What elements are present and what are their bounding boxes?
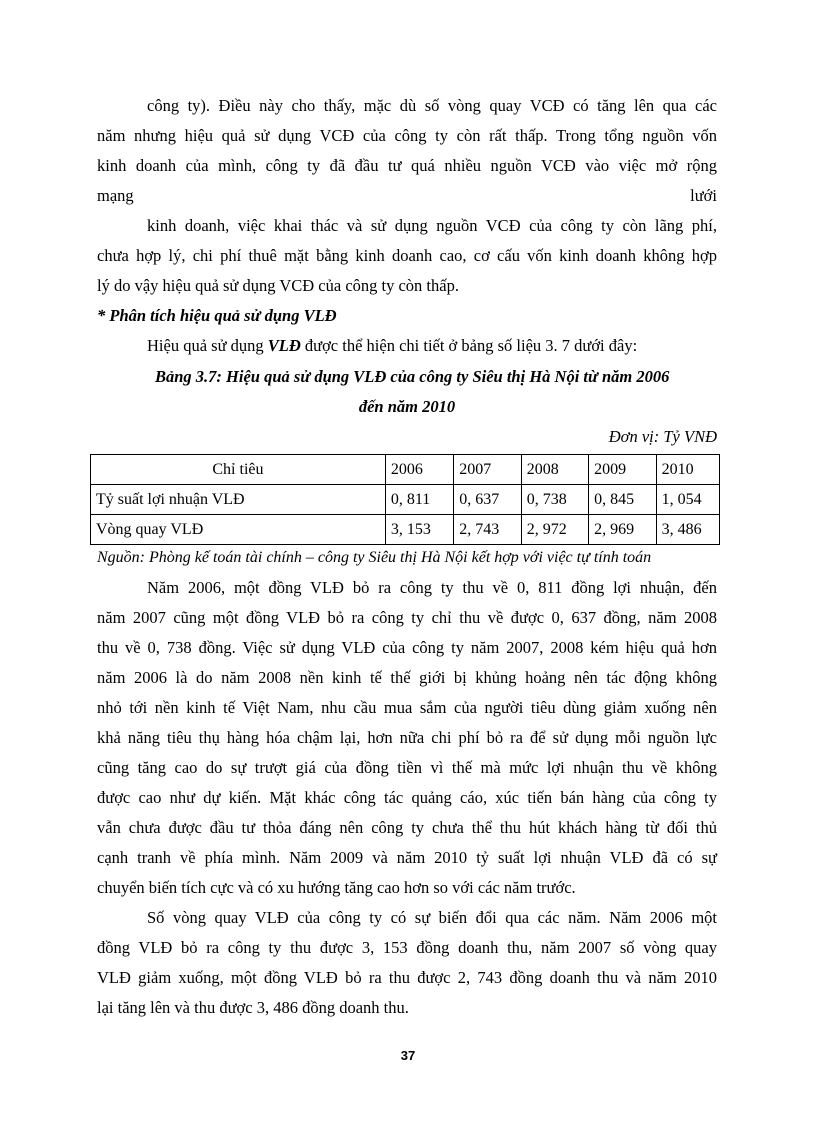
- unit-label: Đơn vị: Tỷ VNĐ: [608, 427, 717, 446]
- table-header-cell: 2010: [656, 455, 719, 485]
- paragraph-line: Năm 2006, một đồng VLĐ bỏ ra công ty thu về 0, 811 đồng lợi nhuận, đến: [147, 578, 717, 597]
- paragraph-line: lại tăng lên và thu được 3, 486 đồng doanh thu.: [97, 998, 409, 1017]
- table-title-line-2: đến năm 2010: [358, 397, 456, 416]
- paragraph-line: vẫn chưa được đầu tư thỏa đáng nên công ty chưa thể thu hút khách hàng từ đối thủ: [97, 818, 717, 837]
- table-source: Nguồn: Phòng kế toán tài chính – công ty Siêu thị Hà Nội kết hợp với việc tự tính toán: [97, 549, 652, 566]
- paragraph-line: VLĐ giảm xuống, một đồng VLĐ bỏ ra thu được 2, 743 đồng doanh thu và năm 2010: [97, 968, 717, 987]
- table-cell: 2, 972: [521, 515, 588, 545]
- data-table: [90, 454, 720, 545]
- paragraph-line: đồng VLĐ bỏ ra công ty thu được 3, 153 đồng doanh thu, năm 2007 số vòng quay: [97, 938, 717, 957]
- paragraph-line: công ty). Điều này cho thấy, mặc dù số vòng quay VCĐ có tăng lên qua các: [147, 96, 717, 115]
- paragraph-line: năm nhưng hiệu quả sử dụng VCĐ của công ty còn rất thấp. Trong tổng nguồn vốn: [97, 126, 717, 145]
- paragraph-line: lưới: [690, 186, 717, 205]
- table-header-cell: 2008: [521, 455, 588, 485]
- table-cell: 0, 811: [385, 485, 453, 515]
- table-header-cell: 2007: [454, 455, 521, 485]
- paragraph-line: mạng: [97, 186, 134, 205]
- paragraph-line: năm 2006 là do năm 2008 nền kinh tế thế giới bị khủng hoảng nên tác động không: [97, 668, 717, 687]
- paragraph-line: kinh doanh của mình, công ty đã đầu tư quá nhiều nguồn VCĐ vào việc mở rộng: [97, 156, 717, 175]
- paragraph-line: được cao như dự kiến. Mặt khác công tác quảng cáo, xúc tiến bán hàng của công ty: [97, 788, 717, 807]
- paragraph-line: khả năng tiêu thụ hàng hóa chậm lại, hơn nữa chi phí bỏ ra để sử dụng mỗi nguồn lực: [97, 728, 717, 747]
- table-cell: 0, 637: [454, 485, 521, 515]
- table-title: Bảng 3.7: Hiệu quả sử dụng VLĐ của công ty Siêu thị Hà Nội từ năm 2006: [155, 367, 670, 386]
- table-cell: 2, 969: [589, 515, 656, 545]
- paragraph-line: cạnh tranh về phía mình. Năm 2009 và năm 2010 tỷ suất lợi nhuận VLĐ đã có sự: [97, 848, 717, 867]
- paragraph-line: lý do vậy hiệu quả sử dụng VCĐ của công ty còn thấp.: [97, 276, 459, 295]
- table-cell: 2, 743: [454, 515, 521, 545]
- paragraph-line: nhỏ tới nền kinh tế Việt Nam, nhu cầu mua sắm của người tiêu dùng giảm xuống nên: [97, 698, 717, 717]
- table-cell: Tỷ suất lợi nhuận VLĐ: [91, 485, 386, 515]
- intro-text-end: được thể hiện chi tiết ở bảng số liệu 3. 7 dưới đây:: [300, 336, 638, 355]
- table-cell: 0, 845: [589, 485, 656, 515]
- intro-line: [147, 336, 717, 356]
- paragraph-line: thu về 0, 738 đồng. Việc sử dụng VLĐ của công ty năm 2007, 2008 kém hiệu quả hơn: [97, 638, 717, 657]
- table-row: [91, 485, 720, 515]
- table-cell: Vòng quay VLĐ: [91, 515, 386, 545]
- paragraph-line: chưa hợp lý, chi phí thuê mặt bằng kinh doanh cao, cơ cấu vốn kinh doanh không hợp: [97, 246, 717, 265]
- paragraph-line: năm 2007 cũng một đồng VLĐ bỏ ra công ty chỉ thu về được 0, 637 đồng, năm 2008: [97, 608, 717, 627]
- paragraph-line: cũng tăng cao do sự trượt giá của đồng tiền vì thế mà mức lợi nhuận thu về không: [97, 758, 717, 777]
- page-number: 37: [400, 1048, 416, 1063]
- table-cell: 0, 738: [521, 485, 588, 515]
- paragraph-line: chuyển biến tích cực và có xu hướng tăng cao hơn so với các năm trước.: [97, 878, 576, 897]
- paragraph-line: kinh doanh, việc khai thác và sử dụng nguồn VCĐ của công ty còn lãng phí,: [147, 216, 717, 235]
- table-row: [91, 515, 720, 545]
- section-heading: * Phân tích hiệu quả sử dụng VLĐ: [97, 306, 337, 325]
- table-cell: 3, 153: [385, 515, 453, 545]
- table-header-row: [91, 455, 720, 485]
- table-header-cell: Chỉ tiêu: [91, 455, 386, 485]
- paragraph-line: Số vòng quay VLĐ của công ty có sự biến đổi qua các năm. Năm 2006 một: [147, 908, 717, 927]
- table-cell: 3, 486: [656, 515, 719, 545]
- intro-text: Hiệu quả sử dụng: [147, 336, 268, 355]
- table-header-cell: 2009: [589, 455, 656, 485]
- table-header-cell: 2006: [385, 455, 453, 485]
- table-cell: 1, 054: [656, 485, 719, 515]
- intro-emphasis: VLĐ: [267, 336, 301, 355]
